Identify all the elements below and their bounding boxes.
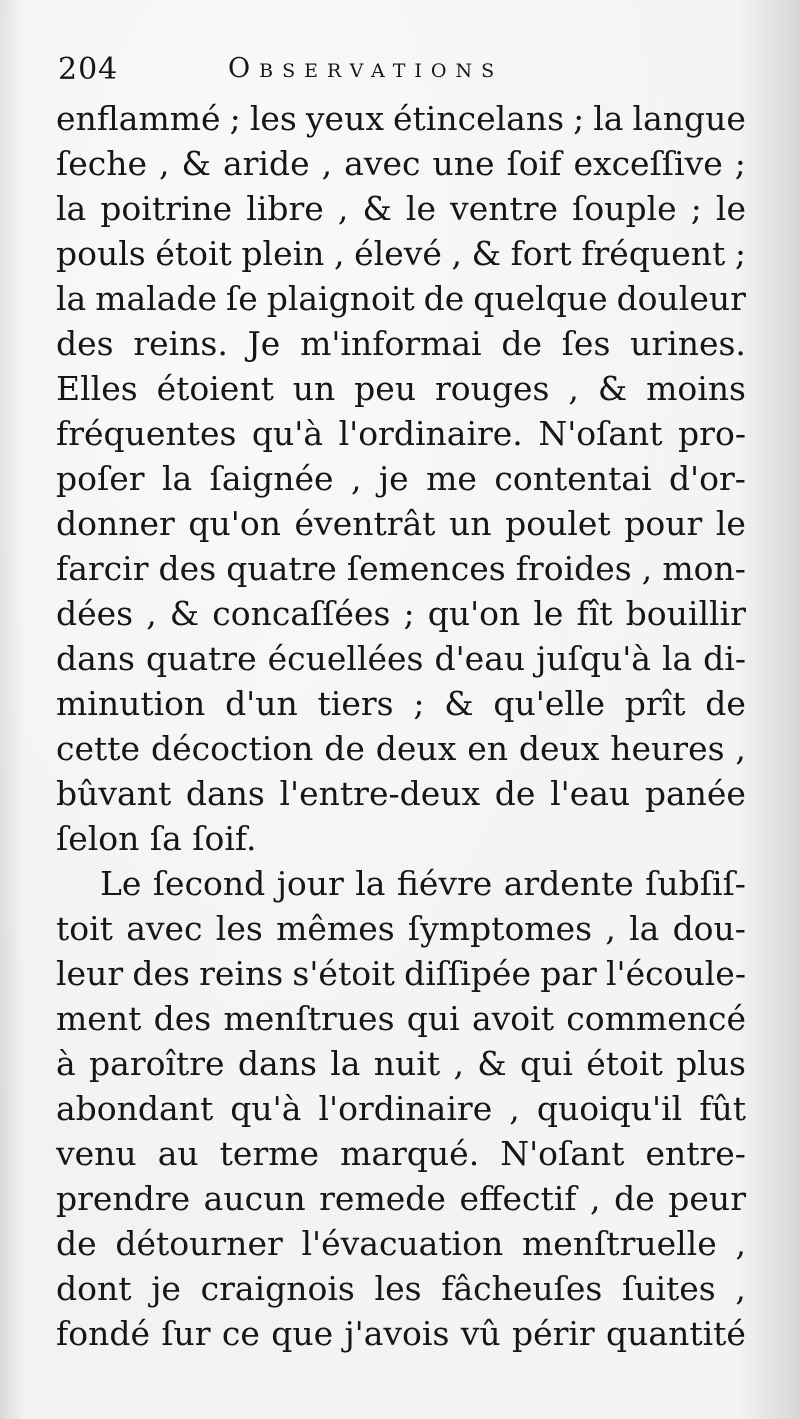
text-line: fondé ſur ce que j'avois vû périr quantité <box>56 1314 746 1353</box>
text-line: Elles étoient un peu rouges , & moins <box>56 369 746 408</box>
text-line: ment des menſtrues qui avoit commencé <box>56 999 746 1038</box>
text-line-paragraph-end: ſelon ſa ſoif. <box>56 819 257 858</box>
body-text <box>56 96 746 1356</box>
text-line: abondant qu'à l'ordinaire , quoiqu'il fût <box>56 1089 746 1128</box>
text-line: bûvant dans l'entre-deux de l'eau panée <box>56 774 746 813</box>
text-line: donner qu'on éventrât un poulet pour le <box>56 504 746 543</box>
text-line: ſeche , & aride , avec une ſoif exceſſive ; <box>56 144 746 183</box>
text-line: dées , & concaſſées ; qu'on le fît bouillir <box>56 594 746 633</box>
text-line: toit avec les mêmes ſymptomes , la dou- <box>56 909 746 948</box>
text-line: de détourner l'évacuation menſtruelle , <box>56 1224 746 1263</box>
text-line: prendre aucun remede effectif , de peur <box>56 1179 746 1218</box>
text-line: à paroître dans la nuit , & qui étoit plus <box>56 1044 746 1083</box>
text-line: fréquentes qu'à l'ordinaire. N'oſant pro- <box>56 414 746 453</box>
text-line: farcir des quatre ſemences froides , mon- <box>56 549 746 588</box>
text-line: la poitrine libre , & le ventre ſouple ; le <box>56 189 746 228</box>
text-line: des reins. Je m'informai de ſes urines. <box>56 324 746 363</box>
text-line: poſer la ſaignée , je me contentai d'or- <box>56 459 746 498</box>
text-line: venu au terme marqué. N'oſant entre- <box>56 1134 746 1173</box>
text-line: la malade ſe plaignoit de quelque douleur <box>56 279 746 318</box>
text-line-paragraph-start: Le ſecond jour la fiévre ardente ſubſiſ- <box>100 864 746 903</box>
text-line: minution d'un tiers ; & qu'elle prît de <box>56 684 746 723</box>
text-line: dont je craignois les fâcheuſes ſuites , <box>56 1269 746 1308</box>
text-line: cette décoction de deux en deux heures , <box>56 729 746 768</box>
running-head: Observations <box>228 53 504 84</box>
text-line: pouls étoit plein , élevé , & fort fréquent ; <box>56 234 746 273</box>
text-line: dans quatre écuellées d'eau juſqu'à la di- <box>56 639 746 678</box>
text-line: leur des reins s'étoit diſſipée par l'écoule- <box>56 954 746 993</box>
text-line: enflammé ; les yeux étincelans ; la langue <box>56 99 746 138</box>
page-number: 204 <box>58 52 119 87</box>
